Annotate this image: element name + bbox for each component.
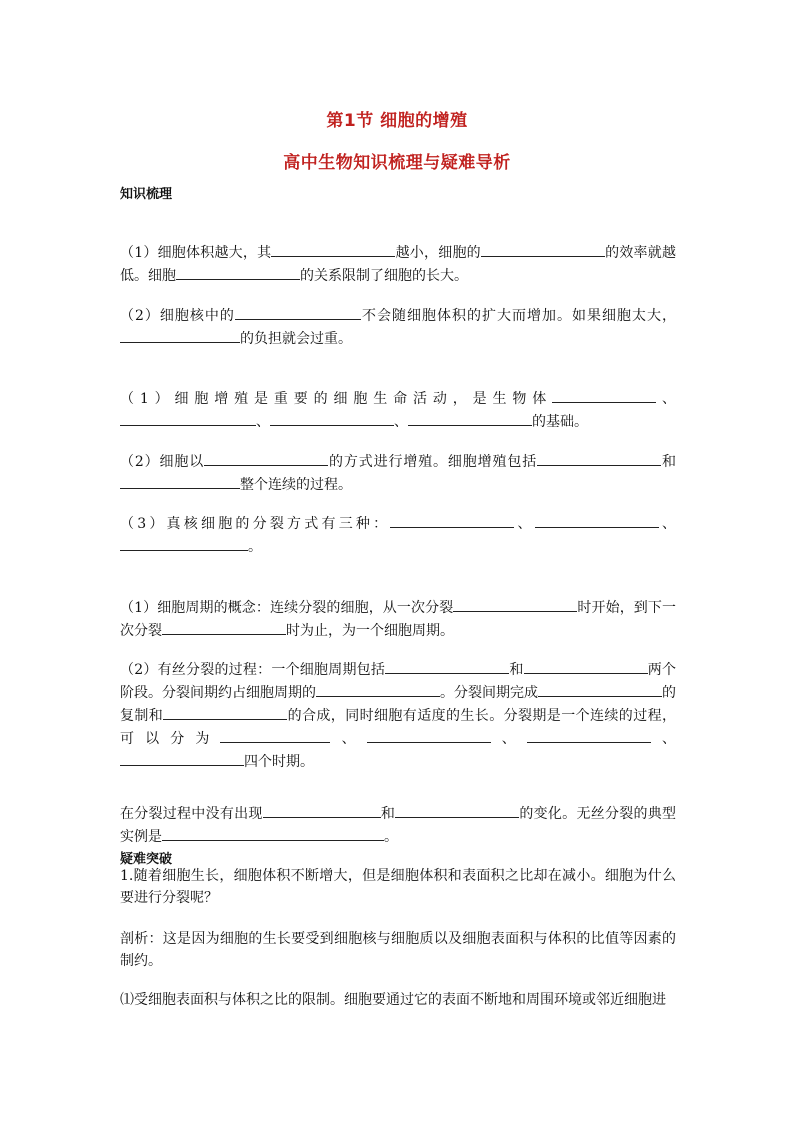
fill-blank[interactable]: [408, 410, 532, 426]
fill-blank[interactable]: [120, 327, 240, 343]
fill-blank[interactable]: [453, 596, 577, 612]
fill-blank[interactable]: [235, 304, 361, 320]
analysis-point-1: ⑴受细胞表面积与体积之比的限制。细胞要通过它的表面不断地和周围环境或邻近细胞进: [120, 992, 666, 1008]
fill-blank[interactable]: [162, 619, 286, 635]
section-heading-difficulty: 疑难突破: [120, 852, 173, 867]
fill-blank[interactable]: [220, 727, 330, 743]
knowledge-item-2-3: （3）真核细胞的分裂方式有三种： 、 、。: [120, 512, 676, 558]
fill-blank[interactable]: [481, 241, 605, 257]
fill-blank[interactable]: [120, 535, 248, 551]
analysis-text: 剖析：这是因为细胞的生长要受到细胞核与细胞质以及细胞表面积与体积的比值等因素的制约。: [120, 931, 676, 969]
fill-blank[interactable]: [527, 727, 651, 743]
fill-blank[interactable]: [270, 410, 394, 426]
fill-blank[interactable]: [120, 750, 244, 766]
fill-blank[interactable]: [176, 264, 300, 280]
fill-blank[interactable]: [385, 658, 509, 674]
fill-blank[interactable]: [204, 450, 328, 466]
fill-blank[interactable]: [162, 825, 384, 841]
knowledge-item-2-2: （2）细胞以 的方式进行增殖。细胞增殖包括 和整个连续的过程。: [120, 450, 676, 496]
page-title: 第1节 细胞的增殖: [326, 111, 468, 131]
fill-blank[interactable]: [390, 512, 514, 528]
knowledge-item-3-2: （2）有丝分裂的过程：一个细胞周期包括 和 两个阶段。分裂间期约占细胞周期的 。分裂间期完成 的复制和 的合成，同时细胞有适度的生长。分裂期是一个连续的过程，可以分为 、 、 、四个时期。: [120, 658, 676, 773]
knowledge-item-1-2: （2）细胞核中的 不会随细胞体积的扩大而增加。如果细胞太大，的负担就会过重。: [120, 304, 676, 350]
knowledge-item-4: 在分裂过程中没有出现 和 的变化。无丝分裂的典型实例是 。: [120, 802, 676, 848]
fill-blank[interactable]: [163, 704, 287, 720]
fill-blank[interactable]: [120, 410, 256, 426]
fill-blank[interactable]: [271, 241, 395, 257]
fill-blank[interactable]: [120, 473, 240, 489]
fill-blank[interactable]: [552, 387, 656, 403]
page-subtitle: 高中生物知识梳理与疑难导析: [283, 153, 511, 173]
fill-blank[interactable]: [263, 802, 381, 818]
knowledge-item-3-1: （1）细胞周期的概念：连续分裂的细胞，从一次分裂 时开始，到下一次分裂 时为止，为一个细胞周期。: [120, 596, 676, 642]
fill-blank[interactable]: [367, 727, 491, 743]
question-1: 1.随着细胞生长，细胞体积不断增大，但是细胞体积和表面积之比却在减小。细胞为什么要进行分裂呢？: [120, 868, 676, 906]
fill-blank[interactable]: [395, 802, 519, 818]
fill-blank[interactable]: [537, 450, 661, 466]
fill-blank[interactable]: [524, 658, 648, 674]
knowledge-item-1-1: （1）细胞体积越大，其 越小，细胞的 的效率就越低。细胞 的关系限制了细胞的长大。: [120, 241, 676, 287]
fill-blank[interactable]: [535, 512, 659, 528]
fill-blank[interactable]: [538, 681, 662, 697]
section-heading-knowledge: 知识梳理: [120, 187, 173, 202]
knowledge-item-2-1: （1）细胞增殖是重要的细胞生命活动，是生物体 、、 、 的基础。: [120, 387, 676, 433]
fill-blank[interactable]: [316, 681, 440, 697]
